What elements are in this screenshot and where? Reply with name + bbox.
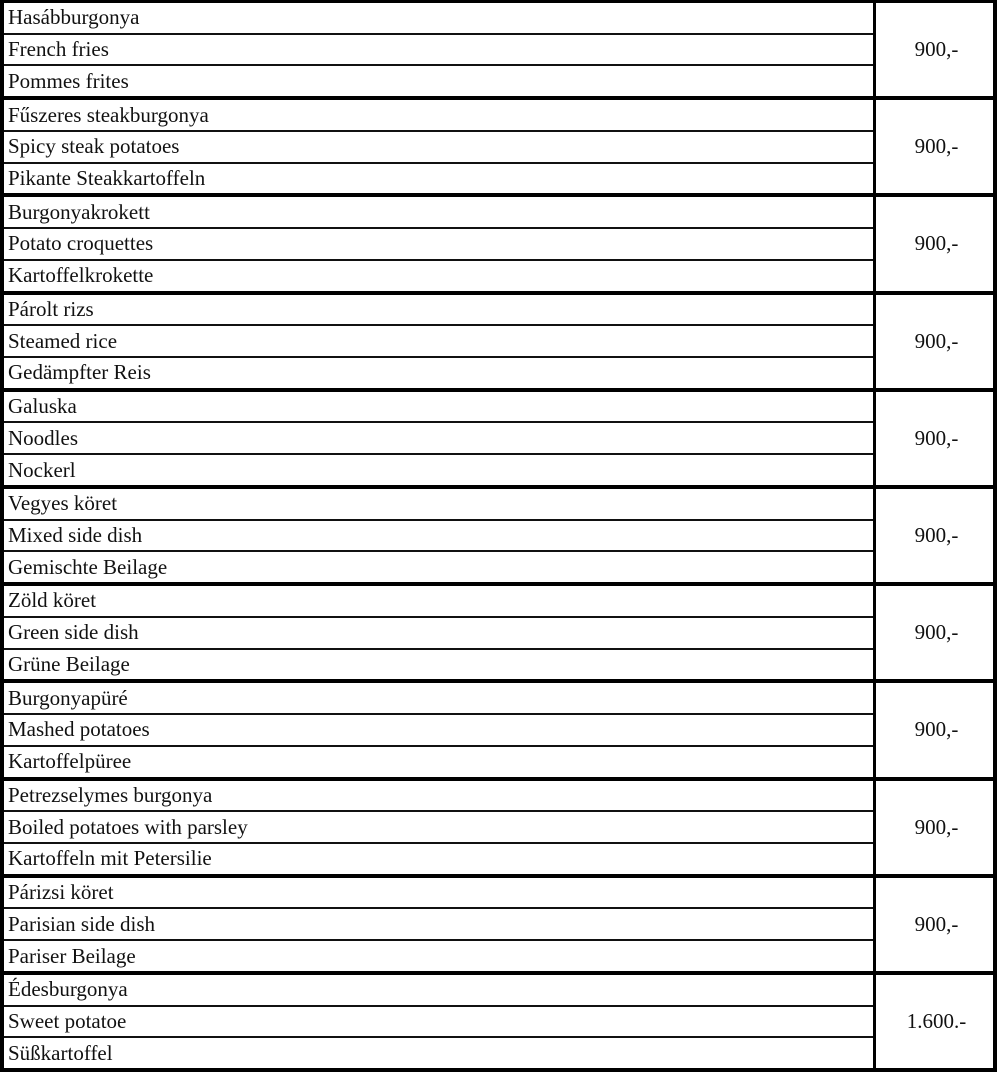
item-names-cell — [4, 781, 876, 874]
item-price: 900,- — [914, 620, 959, 645]
item-names-cell — [4, 100, 876, 193]
menu-item-group — [4, 291, 993, 388]
menu-item-group — [4, 485, 993, 582]
item-name-hungarian: Édesburgonya — [8, 977, 128, 1002]
item-name-hungarian: Fűszeres steakburgonya — [8, 102, 209, 127]
item-name-english: Green side dish — [4, 616, 873, 648]
item-price: 900,- — [914, 425, 959, 450]
item-name-german: Kartoffeln mit Petersilie — [4, 842, 873, 874]
item-name-german: Gedämpfter Reis — [4, 356, 873, 388]
item-price: 900,- — [914, 231, 959, 256]
item-price: 900,- — [914, 37, 959, 62]
item-name-german: Kartoffelkrokette — [4, 259, 873, 291]
menu-item-group — [4, 971, 993, 1068]
menu-item-group — [4, 679, 993, 776]
item-name-english: Sweet potatoe — [4, 1005, 873, 1037]
item-name-german: Nockerl — [4, 453, 873, 485]
item-name-english: Mixed side dish — [4, 519, 873, 551]
item-name-english: French fries — [4, 33, 873, 65]
item-price: 900,- — [914, 134, 959, 159]
item-price: 900,- — [914, 911, 959, 936]
menu-item-group — [4, 96, 993, 193]
item-name-english: Spicy steak potatoes — [4, 130, 873, 162]
item-name-hungarian: Zöld köret — [8, 588, 97, 613]
item-name-german: Pommes frites — [4, 64, 873, 96]
item-name-hungarian: Párolt rizs — [8, 296, 94, 321]
item-name-german: Pikante Steakkartoffeln — [4, 162, 873, 194]
item-price: 1.600.- — [906, 1008, 967, 1033]
item-names-cell — [4, 586, 876, 679]
menu-item-group — [4, 388, 993, 485]
item-price: 900,- — [914, 523, 959, 548]
item-name-hungarian: Burgonyakrokett — [8, 199, 150, 224]
item-names-cell — [4, 197, 876, 290]
item-name-hungarian: Galuska — [8, 394, 77, 419]
item-price: 900,- — [914, 328, 959, 353]
item-name-english: Potato croquettes — [4, 227, 873, 259]
menu-item-group — [4, 874, 993, 971]
item-name-hungarian: Burgonyapüré — [8, 685, 128, 710]
menu-item-group — [4, 193, 993, 290]
item-name-english: Mashed potatoes — [4, 713, 873, 745]
item-name-hungarian: Vegyes köret — [8, 491, 118, 516]
menu-item-group — [4, 777, 993, 874]
item-name-german: Grüne Beilage — [4, 648, 873, 680]
item-names-cell — [4, 489, 876, 582]
item-name-english: Boiled potatoes with parsley — [4, 810, 873, 842]
item-name-english: Steamed rice — [4, 324, 873, 356]
item-name-english: Noodles — [4, 421, 873, 453]
item-price: 900,- — [914, 814, 959, 839]
item-name-german: Gemischte Beilage — [4, 550, 873, 582]
item-names-cell — [4, 295, 876, 388]
item-names-cell — [4, 3, 876, 96]
item-name-english: Parisian side dish — [4, 907, 873, 939]
item-names-cell — [4, 975, 876, 1068]
item-names-cell — [4, 683, 876, 776]
item-names-cell — [4, 878, 876, 971]
item-name-german: Süßkartoffel — [4, 1036, 873, 1068]
item-name-hungarian: Hasábburgonya — [8, 5, 140, 30]
item-name-hungarian: Párizsi köret — [8, 880, 114, 905]
menu-item-group — [4, 3, 993, 96]
item-price: 900,- — [914, 717, 959, 742]
item-names-cell — [4, 392, 876, 485]
menu-item-group — [4, 582, 993, 679]
item-name-hungarian: Petrezselymes burgonya — [8, 782, 213, 807]
item-name-german: Kartoffelpüree — [4, 745, 873, 777]
item-name-german: Pariser Beilage — [4, 939, 873, 971]
